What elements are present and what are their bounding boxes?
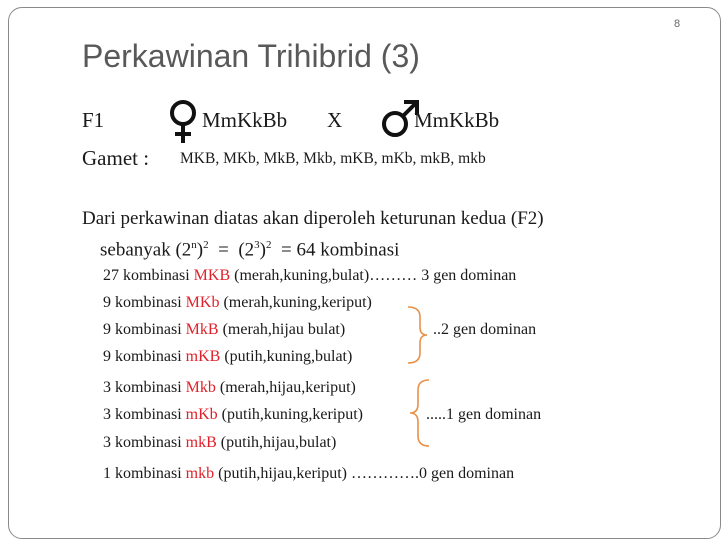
exponent-n: n <box>191 239 197 251</box>
note-one-dominant: .....1 gen dominan <box>426 406 542 423</box>
combo-count: 27 kombinasi <box>103 267 190 284</box>
paren-close-2: ) <box>259 239 266 261</box>
female-genotype: MmKkBb <box>202 108 288 132</box>
intro-line-2 <box>100 232 399 263</box>
combo-count: 3 kombinasi <box>103 406 182 423</box>
generation-label: F1 <box>82 108 105 132</box>
list-item <box>103 267 516 285</box>
page-number: 8 <box>674 18 681 30</box>
list-item <box>103 321 345 339</box>
combo-count: 3 kombinasi <box>103 379 182 396</box>
intro-prefix: sebanyak (2 <box>100 239 192 261</box>
male-genotype: MmKkBb <box>414 108 500 132</box>
exponent-2a: 2 <box>203 239 209 251</box>
combo-count: 9 kombinasi <box>103 321 182 338</box>
combo-count: 9 kombinasi <box>103 348 182 365</box>
combo-genotype: MkB <box>185 321 219 338</box>
combo-traits: (putih,kuning,bulat) <box>224 348 353 365</box>
paren-close-1: ) <box>196 239 204 261</box>
exponent-2b: 2 <box>265 239 272 251</box>
gamete-list: MKB, MKb, MkB, Mkb, mKB, mKb, mkB, mkb <box>180 150 486 167</box>
open-2: (2 <box>238 239 255 261</box>
exponent-3: 3 <box>254 239 260 251</box>
combo-genotype: mKb <box>185 406 218 423</box>
combo-traits: (merah,hijau,keriput) <box>219 379 356 396</box>
combo-traits: (merah,hijau bulat) <box>222 321 346 338</box>
slide-title: Perkawinan Trihibrid (3) <box>82 38 420 74</box>
list-item <box>103 434 336 452</box>
list-item <box>103 465 514 483</box>
combo-traits: (merah,kuning,keriput) <box>223 294 372 311</box>
intro-line-1: Dari perkawinan diatas akan diperoleh keturunan kedua (F2) <box>82 208 544 229</box>
female-symbol-icon <box>166 99 202 145</box>
note-two-dominant: ..2 gen dominan <box>433 321 537 338</box>
combo-traits: (merah,kuning,bulat)……… 3 gen dominan <box>234 267 517 284</box>
gamete-label: Gamet : <box>82 146 150 170</box>
combo-count: 9 kombinasi <box>103 294 182 311</box>
combo-count: 3 kombinasi <box>103 434 182 451</box>
combo-genotype: mkB <box>185 434 217 451</box>
combo-genotype: MKB <box>193 267 231 284</box>
list-item <box>103 294 372 312</box>
result-text: = 64 kombinasi <box>280 239 400 261</box>
combo-count: 1 kombinasi <box>103 465 182 482</box>
combo-traits: (putih,kuning,keriput) <box>221 406 363 423</box>
list-item <box>103 348 352 366</box>
combo-traits: (putih,hijau,keriput) ………….0 gen dominan <box>218 465 515 482</box>
combo-traits: (putih,hijau,bulat) <box>220 434 337 451</box>
combo-genotype: mkb <box>185 465 215 482</box>
combo-genotype: mKB <box>185 348 221 365</box>
list-item <box>103 406 363 424</box>
equals-sign: = <box>218 239 229 261</box>
combo-genotype: Mkb <box>185 379 216 396</box>
brace-two-dominant-icon <box>406 305 428 365</box>
combo-genotype: MKb <box>185 294 220 311</box>
cross-symbol: X <box>327 108 343 132</box>
list-item <box>103 379 356 397</box>
